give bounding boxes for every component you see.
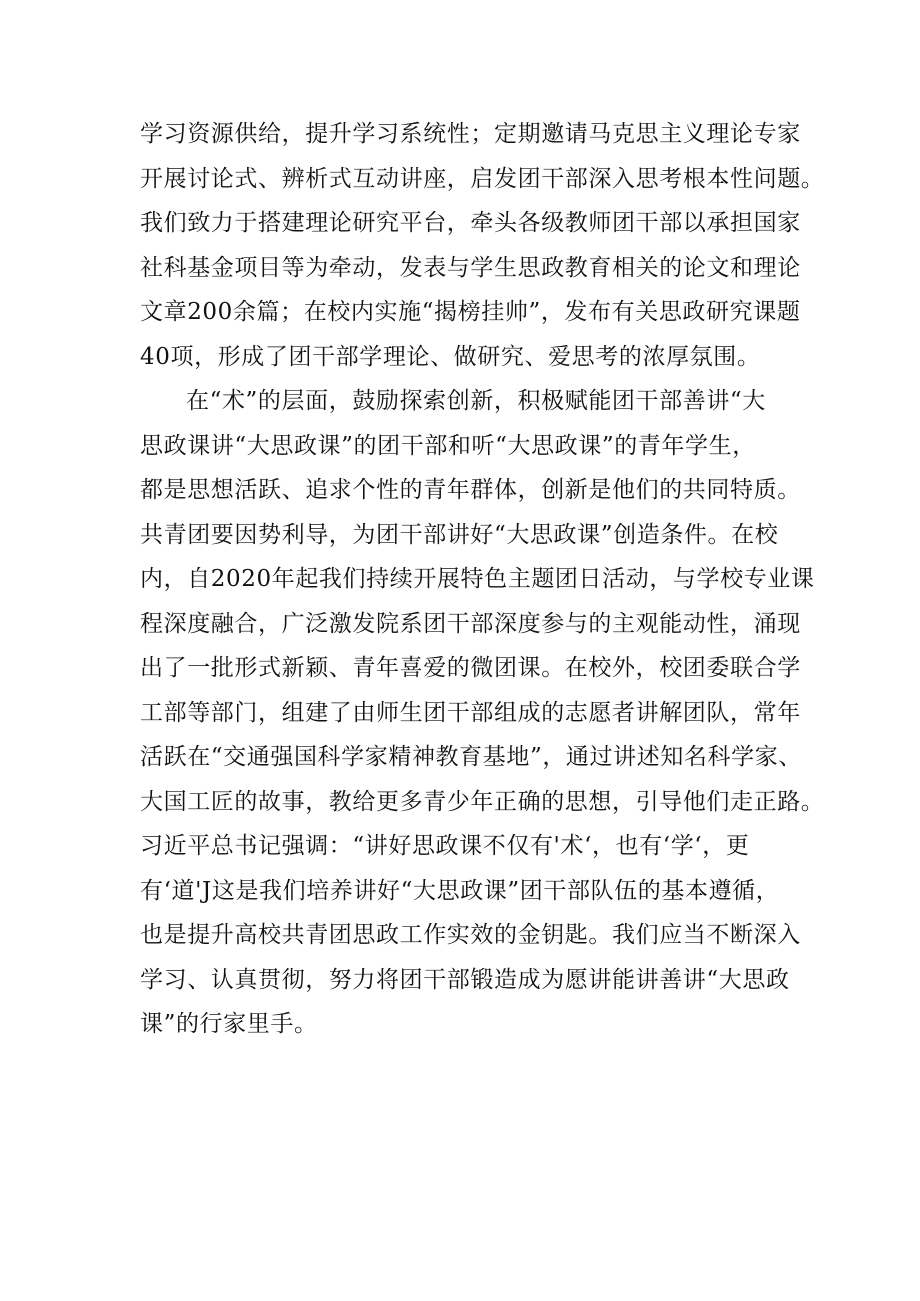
text-line: 共青团要因势利导，为团干部讲好“大思政课”创造条件。在校	[140, 521, 779, 548]
text-line: 40项，形成了团干部学理论、做研究、爱思考的浓厚氛围。	[140, 343, 761, 370]
text-line: 学习、认真贯彻，努力将团干部锻造成为愿讲能讲善讲“大思政	[140, 966, 790, 993]
text-line: 活跃在“交通强国科学家精神教育基地”，通过讲述知名科学家、	[140, 744, 802, 770]
text-line: 文章200余篇；在校内实施“揭榜挂帅”，发布有关思政研究课题	[140, 299, 801, 325]
text-line: 我们致力于搭建理论研究平台，牵头各级教师团干部以承担国家	[140, 210, 801, 236]
text-line: 社科基金项目等为牵动，发表与学生思政教育相关的论文和理论	[140, 254, 801, 281]
text-line: 有‘道'J这是我们培养讲好“大思政课”团干部队伍的基本遵循，	[140, 877, 780, 904]
text-line: 程深度融合，广泛激发院系团干部深度参与的主观能动性，涌现	[140, 610, 801, 637]
paragraph-start-line: 在“术”的层面，鼓励探索创新，积极赋能团干部善讲“大	[186, 388, 766, 414]
text-line: 课”的行家里手。	[140, 1011, 318, 1037]
text-line: 思政课讲“大思政课”的团干部和听“大思政课”的青年学生，	[140, 432, 756, 459]
body-text	[140, 112, 825, 1047]
text-line: 出了一批形式新颖、青年喜爱的微团课。在校外，校团委联合学	[140, 655, 801, 681]
text-line: 工部等部门，组建了由师生团干部组成的志愿者讲解团队，常年	[140, 699, 801, 726]
text-line: 开展讨论式、辨析式互动讲座，启发团干部深入思考根本性问题。	[140, 165, 825, 192]
text-line: 习近平总书记强调：“讲好思政课不仅有'术‘，也有‘学‘，更	[140, 833, 750, 859]
text-line: 都是思想活跃、追求个性的青年群体，创新是他们的共同特质。	[140, 477, 801, 503]
text-line: 大国工匠的故事，教给更多青少年正确的思想，引导他们走正路。	[140, 788, 825, 815]
text-line: 内，自2020年起我们持续开展特色主题团日活动，与学校专业课	[140, 566, 815, 592]
text-line: 学习资源供给，提升学习系统性；定期邀请马克思主义理论专家	[140, 121, 801, 147]
text-line: 也是提升高校共青团思政工作实效的金钥匙。我们应当不断深入	[140, 922, 801, 948]
